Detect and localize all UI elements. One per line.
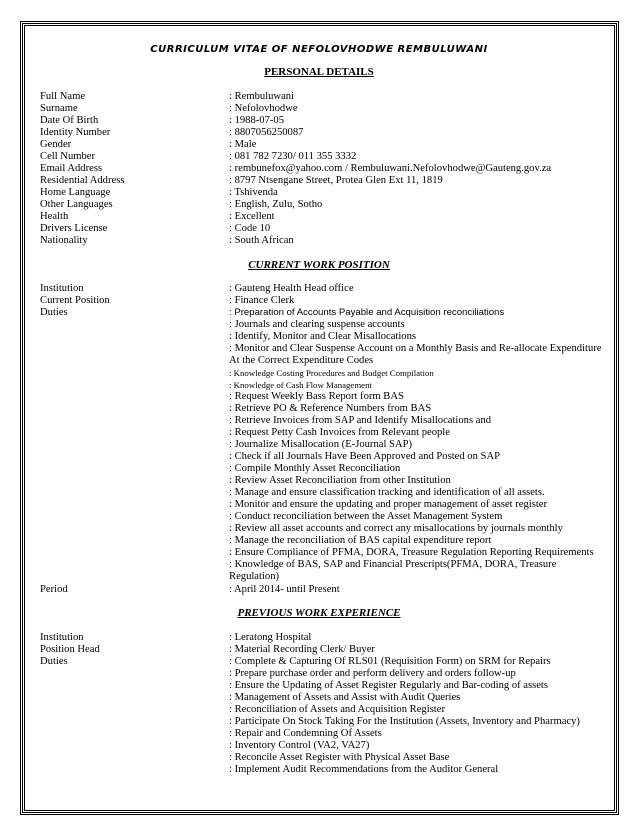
field-label: Date Of Birth: [40, 115, 99, 126]
duty-text: : Journals and clearing suspense accounts: [229, 319, 405, 330]
duty-text: : Preparation of Accounts Payable and Acquisition reconciliations: [229, 307, 505, 318]
field-label: Home Language: [40, 187, 111, 198]
duty-text: : Inventory Control (VA2, VA27): [229, 740, 370, 751]
field-value: : Male: [229, 139, 257, 150]
duty-text: : Review all asset accounts and correct any misallocations by journals monthly: [229, 523, 563, 534]
field-label: Identity Number: [40, 127, 111, 138]
duty-text: : Review Asset Reconciliation from other Institution: [229, 475, 451, 486]
duty-text: : Request Weekly Bass Report form BAS: [229, 391, 404, 402]
duty-text: : Monitor and Clear Suspense Account on a Monthly Basis and Re-allocate Expenditure: [229, 343, 602, 354]
field-value: : 1988-07-05: [229, 115, 285, 126]
field-label: Full Name: [40, 91, 86, 102]
field-label: Duties: [40, 307, 68, 318]
duty-text: : Complete & Capturing Of RLS01 (Requisition Form) on SRM for Repairs: [229, 656, 551, 667]
field-value: : Tshivenda: [229, 187, 278, 198]
field-value: : Code 10: [229, 223, 271, 234]
duty-text: : Request Petty Cash Invoices from Relevant people: [229, 427, 450, 438]
field-label: Other Languages: [40, 199, 113, 210]
duty-text: : Reconcile Asset Register with Physical Asset Base: [229, 752, 450, 763]
field-label: Drivers License: [40, 223, 108, 234]
duty-text: : Knowledge of Cash Flow Management: [229, 380, 372, 390]
field-label: Position Head: [40, 644, 100, 655]
field-value: : English, Zulu, Sotho: [229, 199, 323, 210]
field-value: : Finance Clerk: [229, 295, 295, 306]
duty-text: : Management of Assets and Assist with Audit Queries: [229, 692, 461, 703]
duty-text: : Manage and ensure classification tracking and identification of all assets.: [229, 487, 545, 498]
field-label: Nationality: [40, 235, 88, 246]
duty-text: Regulation): [229, 571, 280, 582]
field-value: : South African: [229, 235, 294, 246]
duty-text: : Repair and Condemning Of Assets: [229, 728, 382, 739]
duty-text: : Check if all Journals Have Been Approved and Posted on SAP: [229, 451, 500, 462]
duty-text: : Journalize Misallocation (E-Journal SAP): [229, 439, 413, 450]
field-label: Gender: [40, 139, 72, 150]
duty-text: At the Correct Expenditure Codes: [229, 355, 374, 366]
duty-text: : Prepare purchase order and perform delivery and orders follow-up: [229, 668, 516, 679]
field-value: : Rembuluwani: [229, 91, 295, 102]
field-label: Email Address: [40, 163, 103, 174]
field-value: : Nefolovhodwe: [229, 103, 298, 114]
field-label: Institution: [40, 283, 84, 294]
duty-text: : Retrieve Invoices from SAP and Identify Misallocations and: [229, 415, 492, 426]
field-value: : 081 782 7230/ 011 355 3332: [229, 151, 357, 162]
duty-text: : Reconciliation of Assets and Acquisition Register: [229, 704, 445, 715]
duty-text: : Knowledge Costing Procedures and Budget Compilation: [229, 368, 434, 378]
previous-work-heading: PREVIOUS WORK EXPERIENCE: [237, 607, 401, 619]
duty-text: : Participate On Stock Taking For the Institution (Assets, Inventory and Pharmacy): [229, 716, 580, 727]
field-label: Current Position: [40, 295, 110, 306]
duty-text: : Ensure Compliance of PFMA, DORA, Treasure Regulation Reporting Requirements: [229, 547, 594, 558]
duty-text: : Manage the reconciliation of BAS capital expenditure report: [229, 535, 492, 546]
field-label: Cell Number: [40, 151, 96, 162]
field-value: : Gauteng Health Head office: [229, 283, 354, 294]
field-label: Surname: [40, 103, 78, 114]
duty-text: : Identify, Monitor and Clear Misallocations: [229, 331, 417, 342]
duty-text: : Compile Monthly Asset Reconciliation: [229, 463, 401, 474]
duty-text: : Knowledge of BAS, SAP and Financial Prescripts(PFMA, DORA, Treasure: [229, 559, 557, 570]
duty-text: : Conduct reconciliation between the Asset Management System: [229, 511, 503, 522]
duty-text: : Retrieve PO & Reference Numbers from BAS: [229, 403, 432, 414]
field-value: : April 2014- until Present: [229, 584, 340, 595]
field-label: Residential Address: [40, 175, 125, 186]
field-value: : 8807056250087: [229, 127, 304, 138]
field-label: Duties: [40, 656, 68, 667]
field-label: Period: [40, 584, 68, 595]
field-value: : Leratong Hospital: [229, 632, 312, 643]
field-value: : Material Recording Clerk/ Buyer: [229, 644, 375, 655]
duty-text: : Monitor and ensure the updating and proper management of asset register: [229, 499, 548, 510]
document-title: CURRICULUM VITAE OF NEFOLOVHODWE REMBULUWANI: [150, 44, 488, 55]
duty-text: : Implement Audit Recommendations from the Auditor General: [229, 764, 499, 775]
field-value: : Excellent: [229, 211, 275, 222]
field-label: Institution: [40, 632, 84, 643]
field-label: Health: [40, 211, 69, 222]
field-value: : 8797 Ntsengane Street, Protea Glen Ext 11, 1819: [229, 175, 443, 186]
personal-details-heading: PERSONAL DETAILS: [264, 66, 374, 78]
current-work-heading: CURRENT WORK POSITION: [248, 259, 390, 271]
duty-text: : Ensure the Updating of Asset Register Regularly and Bar-coding of assets: [229, 680, 549, 691]
field-value: : rembunefox@yahoo.com / Rembuluwani.Nefolovhodwe@Gauteng.gov.za: [229, 163, 552, 174]
